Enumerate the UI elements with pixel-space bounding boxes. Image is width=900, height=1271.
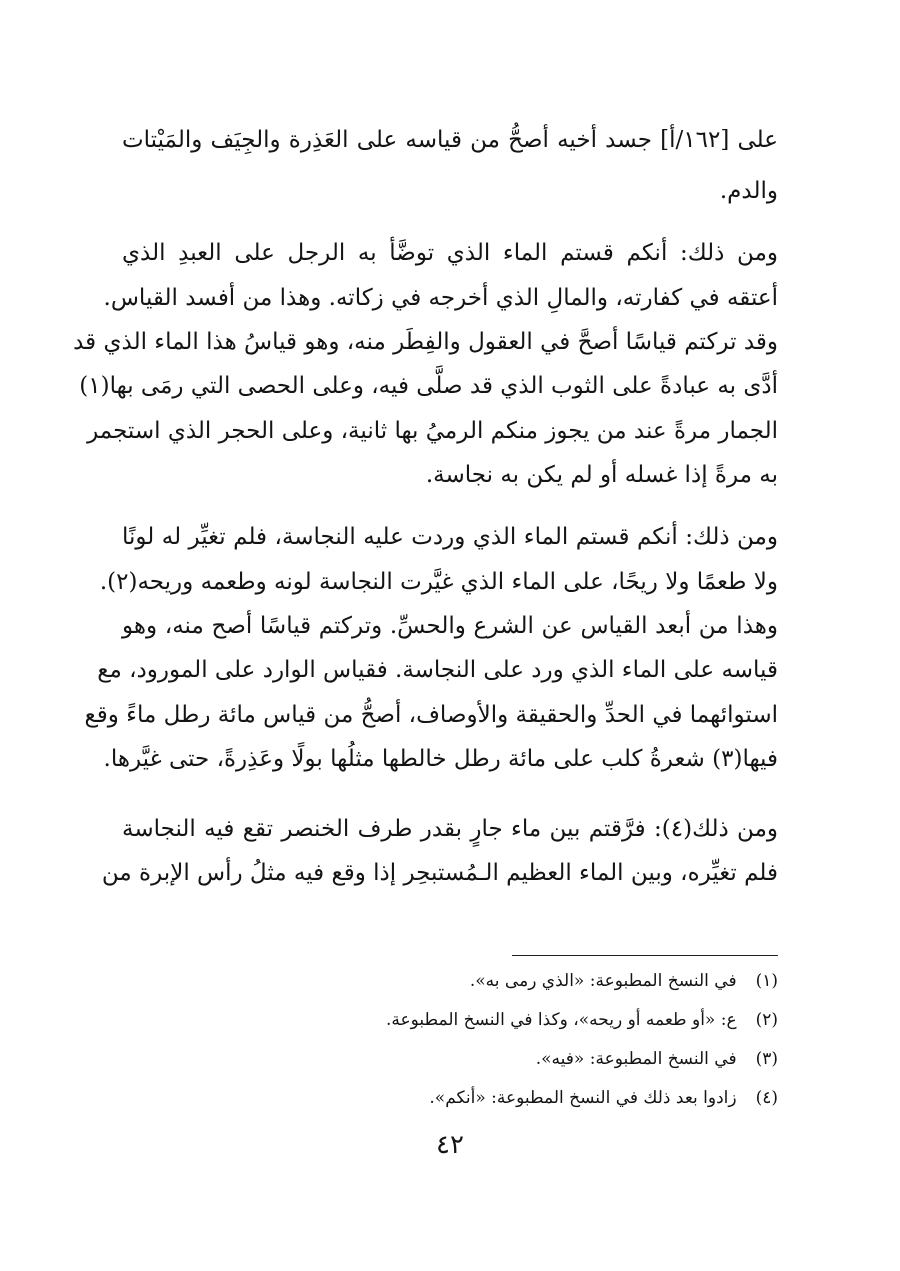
text-line: ومن ذلك(٤): فرَّقتم بين ماء جارٍ بقدر طرف الخنصر تقع فيه النجاسة	[122, 816, 778, 842]
text-line: والدم.	[719, 178, 778, 204]
footnote	[122, 1085, 778, 1111]
footnote-number: (٢)	[755, 1010, 778, 1030]
footnote-text: زادوا بعد ذلك في النسخ المطبوعة: «أنكم».	[429, 1088, 737, 1108]
text-line: به مرةً إذا غسله أو لم يكن به نجاسة.	[425, 462, 778, 488]
text-line: أدَّى به عبادةً على الثوب الذي قد صلَّى فيه، وعلى الحصى التي رمَى بها(١)	[79, 373, 778, 399]
text-line: ومن ذلك: أنكم قستم الماء الذي وردت عليه النجاسة، فلم تغيِّر له لونًا	[122, 524, 778, 550]
text-line: ولا طعمًا ولا ريحًا، على الماء الذي غيَّرت النجاسة لونه وطعمه وريحه(٢).	[99, 569, 778, 595]
text-line: فيها(٣) شعرةُ كلب على مائة رطل خالطها مثلُها بولًا وعَذِرةً، حتى غيَّرها.	[103, 746, 778, 772]
footnote-number: (٤)	[755, 1088, 778, 1108]
text-line: ومن ذلك: أنكم قستم الماء الذي توضَّأ به الرجل على العبدِ الذي	[122, 240, 778, 266]
text-line: وقد تركتم قياسًا أصحَّ في العقول والفِطَر منه، وهو قياسُ هذا الماء الذي قد	[73, 329, 778, 355]
text-line: وهذا من أبعد القياس عن الشرع والحسِّ. وتركتم قياسًا أصح منه، وهو	[122, 613, 778, 639]
footnote-text: ع: «أو طعمه أو ريحه»، وكذا في النسخ المطبوعة.	[385, 1010, 737, 1030]
footnote-number: (٣)	[755, 1049, 778, 1069]
footnote	[122, 968, 778, 994]
text-line: استوائهما في الحدِّ والحقيقة والأوصاف، أصحُّ من قياس مائة رطل ماءً وقع	[84, 702, 778, 728]
footnote-number: (١)	[755, 971, 778, 991]
footnote-text: في النسخ المطبوعة: «الذي رمى به».	[469, 971, 737, 991]
footnote	[122, 1007, 778, 1033]
page-number: ٤٢	[436, 1130, 464, 1160]
text-line: قياسه على الماء الذي ورد على النجاسة. فقياس الوارد على المورود، مع	[97, 657, 778, 683]
text-line: أعتقه في كفارته، والمالِ الذي أخرجه في زكاته. وهذا من أفسد القياس.	[103, 285, 778, 311]
text-line: فلم تغيِّره، وبين الماء العظيم الـمُستبحِر إذا وقع فيه مثلُ رأس الإبرة من	[101, 860, 778, 886]
text-line: الجمار مرةً عند من يجوز منكم الرميُ بها ثانية، وعلى الحجر الذي استجمر	[87, 418, 778, 444]
footnote-divider	[512, 955, 778, 956]
footnote-text: في النسخ المطبوعة: «فيه».	[535, 1049, 737, 1069]
text-line: على [١٦٢/أ] جسد أخيه أصحُّ من قياسه على العَذِرة والجِيَف والمَيْتات	[122, 127, 778, 153]
footnote	[122, 1046, 778, 1072]
